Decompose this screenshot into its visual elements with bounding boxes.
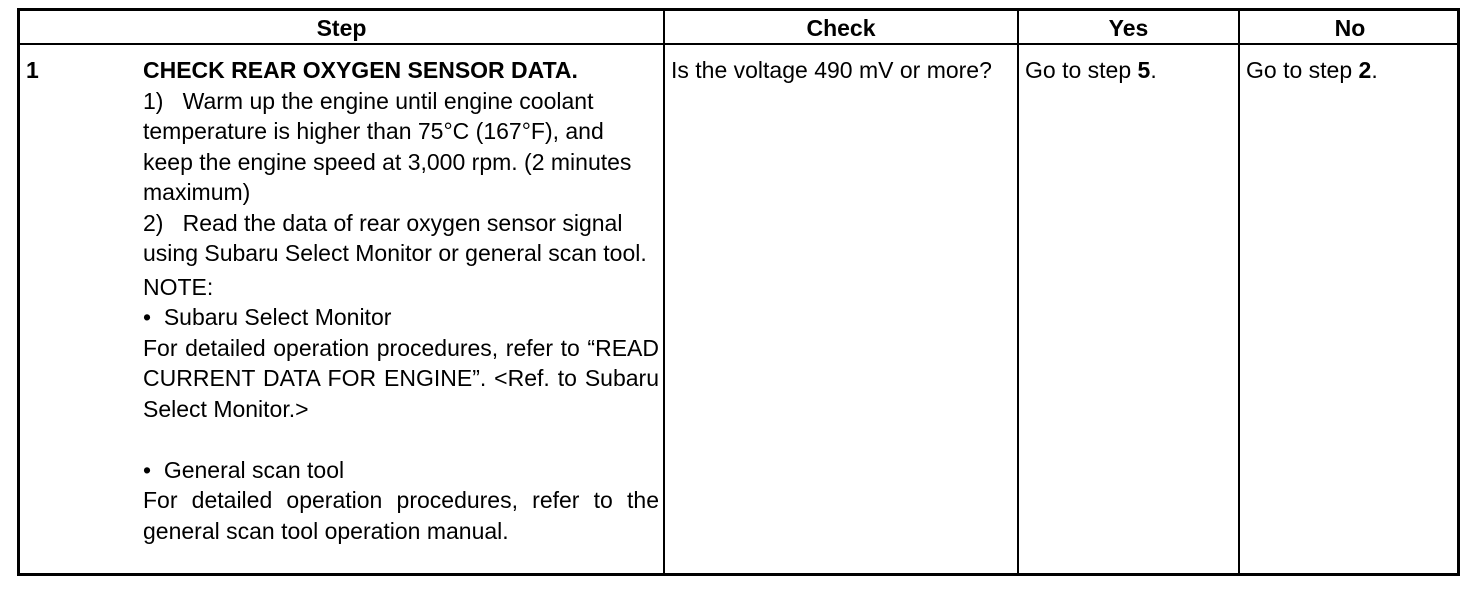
no-action [1246,55,1378,86]
header-no: No [1334,15,1366,41]
no-step-link[interactable]: 2 [1358,57,1372,83]
header-check: Check [806,15,876,41]
procedure-item-1: 1) Warm up the engine until engine coolant temperature is higher than 75°C (167°F), and keep the engine speed at 3,000 rpm. (2 minutes maximum) [143,87,632,205]
procedure-item-2: 2) Read the data of rear oxygen sensor signal using Subaru Select Monitor or general scan tool. [143,209,647,266]
note-scan-tool-text: For detailed operation procedures, refer to the general scan tool operation manual. [143,487,659,544]
note-select-monitor-text: For detailed operation procedures, refer to “READ CURRENT DATA FOR ENGINE”. <Ref. to Subaru Select Monitor.> [143,334,659,422]
step-content [143,55,659,546]
step-number: 1 [26,57,39,83]
note-bullet-select-monitor: • Subaru Select Monitor [143,304,392,330]
diagnostic-table [17,8,1460,576]
note-label: NOTE: [143,273,214,300]
column-divider [1017,11,1019,573]
yes-suffix: . [1150,57,1157,83]
yes-action [1025,55,1157,86]
check-question: Is the voltage 490 mV or more? [671,57,992,83]
header-step: Step [316,15,367,41]
header-yes: Yes [1108,15,1149,41]
column-divider [1238,11,1240,573]
yes-step-link[interactable]: 5 [1137,57,1151,83]
no-prefix: Go to step [1246,57,1359,83]
yes-prefix: Go to step [1025,57,1138,83]
step-title: CHECK REAR OXYGEN SENSOR DATA. [143,57,578,83]
note-bullet-scan-tool: • General scan tool [143,456,345,483]
no-suffix: . [1371,57,1378,83]
column-divider [663,11,665,573]
